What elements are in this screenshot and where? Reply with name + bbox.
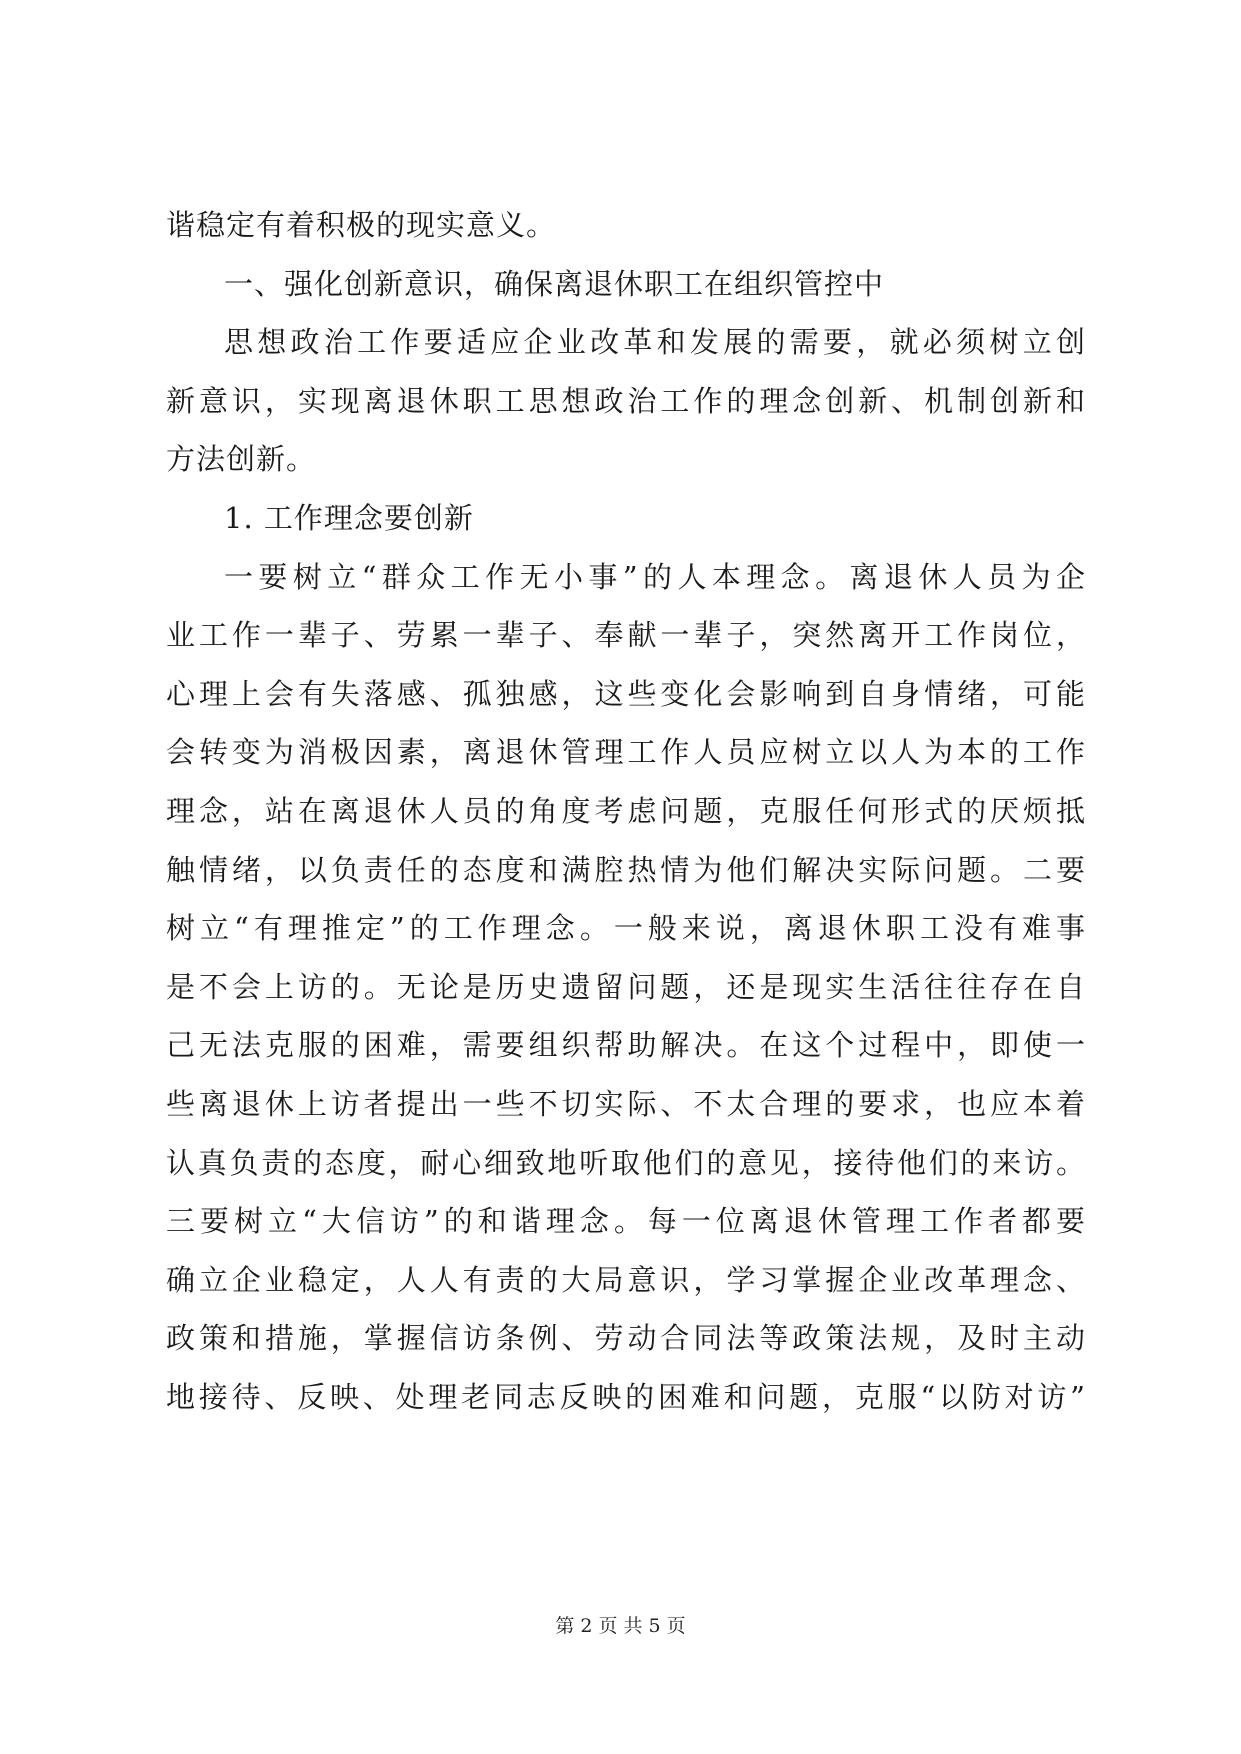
text-line: 己无法克服的困难，需要组织帮助解决。在这个过程中，即使一 [166, 1028, 1086, 1063]
text-line: 政策和措施，掌握信访条例、劳动合同法等政策法规，及时主动 [166, 1321, 1086, 1356]
page-number-label: 第 2 页 共 5 页 [555, 1615, 686, 1637]
text-line: 会转变为消极因素，离退休管理工作人员应树立以人为本的工作 [166, 735, 1086, 770]
text-line: 一要树立“群众工作无小事”的人本理念。离退休人员为企 [224, 559, 1086, 594]
text-line: 三要树立“大信访”的和谐理念。每一位离退休管理工作者都要 [166, 1204, 1086, 1239]
subsection-heading: 1. 工作理念要创新 [224, 500, 474, 535]
text-line: 树立“有理推定”的工作理念。一般来说，离退休职工没有难事 [166, 911, 1086, 946]
text-line: 思想政治工作要适应企业改革和发展的需要，就必须树立创 [224, 325, 1086, 360]
body-text [166, 196, 1086, 1426]
text-line: 方法创新。 [166, 442, 317, 477]
section-heading: 一、强化创新意识，确保离退休职工在组织管控中 [224, 266, 885, 301]
text-line: 业工作一辈子、劳累一辈子、奉献一辈子，突然离开工作岗位， [166, 618, 1086, 653]
text-line: 新意识，实现离退休职工思想政治工作的理念创新、机制创新和 [166, 383, 1086, 418]
page-footer [0, 1613, 1241, 1639]
text-line: 是不会上访的。无论是历史遗留问题，还是现实生活往往存在自 [166, 969, 1086, 1004]
text-line: 些离退休上访者提出一些不切实际、不太合理的要求，也应本着 [166, 1086, 1086, 1121]
text-line: 谐稳定有着积极的现实意义。 [166, 208, 557, 242]
text-line: 认真负责的态度，耐心细致地听取他们的意见，接待他们的来访。 [166, 1145, 1086, 1180]
text-line: 心理上会有失落感、孤独感，这些变化会影响到自身情绪，可能 [166, 676, 1086, 711]
text-line: 理念，站在离退休人员的角度考虑问题，克服任何形式的厌烦抵 [166, 793, 1086, 828]
text-line: 确立企业稳定，人人有责的大局意识，学习掌握企业改革理念、 [166, 1262, 1086, 1297]
text-line: 地接待、反映、处理老同志反映的困难和问题，克服“以防对访” [166, 1379, 1086, 1414]
text-line: 触情绪，以负责任的态度和满腔热情为他们解决实际问题。二要 [166, 852, 1086, 887]
